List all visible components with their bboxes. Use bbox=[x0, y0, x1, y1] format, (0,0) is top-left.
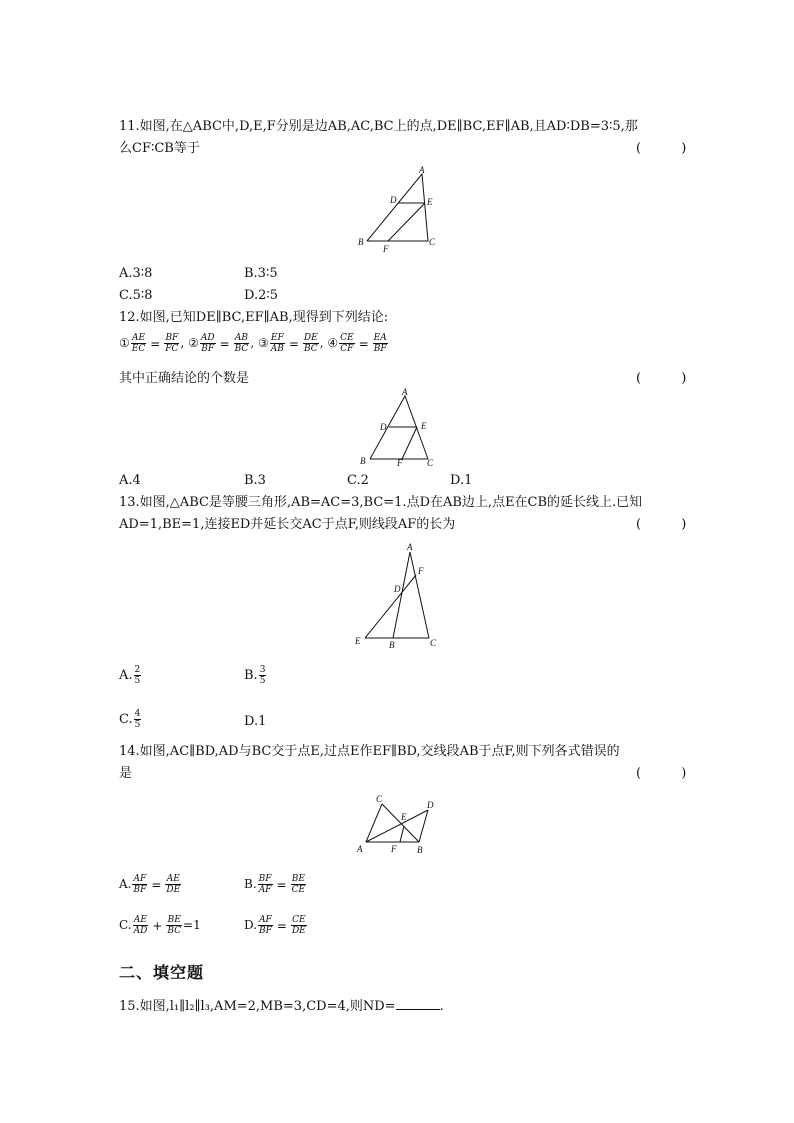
q12-c1-right-num: BF bbox=[165, 333, 179, 343]
q12-stem-line1: 12.如图,已知DE∥BC,EF∥AB,现得到下列结论: bbox=[119, 310, 389, 325]
q12-c1-right bbox=[164, 333, 179, 354]
q12-figure bbox=[358, 386, 448, 472]
q11-stem-line1: 11.如图,在△ABC中,D,E,F分别是边AB,AC,BC上的点,DE∥BC,EF∥AB,且AD∶DB=3∶5,那 bbox=[119, 119, 638, 134]
q12-label-e: E bbox=[421, 421, 427, 431]
q12-c1-left-num: AE bbox=[131, 333, 146, 343]
q13-label-f: F bbox=[418, 566, 424, 576]
q13-option-a-den: 5 bbox=[134, 676, 141, 686]
q12-c4-left bbox=[339, 333, 354, 354]
q12-c2 bbox=[188, 333, 258, 354]
q14-option-c-right-num: BE bbox=[167, 915, 181, 925]
q14-option-d-op: = bbox=[276, 918, 287, 933]
q13-stem-line1: 13.如图,△ABC是等腰三角形,AB=AC=3,BC=1.点D在AB边上,点E在CB的延长线上.已知 bbox=[119, 495, 643, 510]
q14-option-d-right bbox=[291, 915, 307, 936]
q14-label-e: E bbox=[401, 812, 407, 822]
q13-option-d[interactable]: D.1 bbox=[244, 714, 267, 729]
q13-option-b[interactable] bbox=[244, 665, 267, 686]
q12-c1-right-den: FC bbox=[165, 344, 179, 354]
section-heading-fill-in: 二、填空题 bbox=[119, 963, 205, 982]
q12-label-c: C bbox=[427, 458, 434, 468]
q14-option-c-prefix: C. bbox=[119, 918, 132, 932]
q13-segment-ac bbox=[410, 552, 429, 638]
q14-option-a-right-num: AE bbox=[166, 874, 180, 884]
q11-label-e: E bbox=[427, 197, 433, 207]
q12-sep2: , bbox=[250, 336, 255, 350]
q11-option-d[interactable]: D.2∶5 bbox=[244, 288, 279, 303]
q14-segment-bc bbox=[382, 804, 419, 842]
q14-option-a[interactable] bbox=[119, 874, 182, 895]
q12-c2-left-den: BF bbox=[201, 344, 215, 354]
q12-c3-left bbox=[270, 333, 285, 354]
q14-label-f: F bbox=[391, 844, 397, 854]
q14-option-c[interactable] bbox=[119, 915, 201, 936]
q12-c4-right-den: BF bbox=[373, 344, 387, 354]
q14-option-a-right bbox=[165, 874, 181, 895]
q12-c4-eq: = bbox=[358, 336, 369, 351]
q13-answer-paren: ( ) bbox=[636, 517, 705, 532]
q12-c3-mark: ③ bbox=[257, 336, 269, 350]
q12-c1-left-den: EC bbox=[131, 344, 146, 354]
q11-label-b: B bbox=[358, 237, 364, 247]
q12-c3-right bbox=[303, 333, 319, 354]
q12-sep3: , bbox=[319, 336, 324, 350]
q12-label-a: A bbox=[402, 387, 408, 397]
q13-option-a[interactable] bbox=[119, 665, 142, 686]
q11-label-f: F bbox=[383, 244, 389, 254]
q12-c1-mark: ① bbox=[119, 336, 130, 350]
q14-label-c: C bbox=[376, 794, 383, 804]
q12-stem-line3: 其中正确结论的个数是 bbox=[119, 371, 250, 386]
q14-option-d-right-den: DE bbox=[291, 926, 306, 936]
q12-option-a[interactable]: A.4 bbox=[119, 473, 141, 488]
q13-option-b-frac bbox=[259, 665, 267, 686]
q13-label-c: C bbox=[430, 638, 437, 648]
q14-option-b-left-den: AF bbox=[258, 885, 272, 895]
q14-option-c-left-den: AD bbox=[133, 926, 148, 936]
q12-c1-eq: = bbox=[150, 336, 161, 351]
q15-stem bbox=[119, 997, 444, 1015]
q14-option-b[interactable] bbox=[244, 874, 307, 895]
q12-c2-mark: ② bbox=[188, 336, 199, 350]
q12-c4-right-num: EA bbox=[373, 333, 387, 343]
q11-label-d: D bbox=[390, 195, 397, 205]
q13-option-a-prefix: A. bbox=[119, 668, 133, 683]
q14-option-b-right-num: BE bbox=[291, 874, 305, 884]
q11-option-c[interactable]: C.5∶8 bbox=[119, 288, 153, 303]
q11-option-b[interactable]: B.3∶5 bbox=[244, 266, 278, 281]
q12-c4-left-den: CF bbox=[340, 344, 354, 354]
q14-option-c-suffix: =1 bbox=[183, 918, 201, 932]
q12-label-d: D bbox=[380, 422, 387, 432]
q12-c4-left-num: CE bbox=[340, 333, 354, 343]
q11-option-a[interactable]: A.3∶8 bbox=[119, 266, 153, 281]
q13-segment-ef bbox=[365, 575, 416, 638]
q14-option-b-prefix: B. bbox=[244, 877, 257, 891]
q14-answer-paren: ( ) bbox=[636, 766, 705, 781]
q14-option-a-left bbox=[132, 874, 147, 895]
q12-c1-left bbox=[131, 333, 146, 354]
q13-stem-line2: AD=1,BE=1,连接ED并延长交AC于点F,则线段AF的长为 bbox=[119, 517, 456, 532]
q12-c3 bbox=[257, 333, 327, 354]
q13-option-c-den: 5 bbox=[134, 720, 141, 730]
q12-segment-ef bbox=[402, 427, 417, 459]
q14-option-d-left-den: BF bbox=[259, 926, 272, 936]
q12-c1 bbox=[119, 333, 188, 354]
q12-c3-right-den: BC bbox=[303, 344, 318, 354]
q13-figure bbox=[350, 540, 445, 652]
q14-option-c-op: + bbox=[152, 918, 163, 933]
q14-segment-ad bbox=[366, 810, 428, 842]
q12-label-b: B bbox=[360, 456, 366, 466]
q13-option-c-frac bbox=[134, 709, 142, 730]
q14-label-d: D bbox=[427, 800, 434, 810]
q14-option-c-left bbox=[133, 915, 149, 936]
q11-figure bbox=[350, 165, 450, 255]
q14-option-b-right bbox=[291, 874, 306, 895]
q12-c2-right-num: AB bbox=[234, 333, 249, 343]
q14-option-c-right bbox=[166, 915, 182, 936]
q14-option-a-op: = bbox=[151, 877, 162, 892]
q14-label-b: B bbox=[417, 845, 423, 855]
q13-option-c-prefix: C. bbox=[119, 712, 133, 727]
q12-c2-right-den: BC bbox=[234, 344, 249, 354]
q14-segment-bd bbox=[419, 810, 428, 842]
q12-c2-left-num: AD bbox=[200, 333, 215, 343]
q12-c3-eq: = bbox=[288, 336, 299, 351]
q14-stem-line1: 14.如图,AC∥BD,AD与BC交于点E,过点E作EF∥BD,交线段AB于点F,则下列各式错误的 bbox=[119, 744, 620, 759]
q11-label-a: A bbox=[419, 165, 425, 175]
q13-segment-ab bbox=[393, 552, 410, 638]
q13-option-a-frac bbox=[134, 665, 142, 686]
q12-c2-eq: = bbox=[219, 336, 230, 351]
q12-c3-left-num: EF bbox=[270, 333, 284, 343]
q14-option-a-left-den: BF bbox=[133, 885, 147, 895]
q11-label-c: C bbox=[429, 237, 436, 247]
q12-option-d[interactable]: D.1 bbox=[450, 473, 473, 488]
q14-option-d[interactable] bbox=[244, 915, 308, 936]
q14-option-b-left bbox=[258, 874, 273, 895]
q12-c2-left bbox=[200, 333, 216, 354]
q14-option-c-right-den: BC bbox=[167, 926, 182, 936]
q12-answer-paren: ( ) bbox=[636, 371, 705, 386]
q12-c4-right bbox=[373, 333, 388, 354]
q14-option-b-left-num: BF bbox=[258, 874, 272, 884]
q13-option-c[interactable] bbox=[119, 709, 142, 730]
q12-sep1: , bbox=[180, 336, 185, 350]
q14-option-a-prefix: A. bbox=[119, 877, 132, 891]
q13-option-b-den: 5 bbox=[259, 676, 266, 686]
q13-option-b-num: 3 bbox=[259, 665, 266, 675]
q14-option-b-op: = bbox=[276, 877, 287, 892]
q12-c3-right-num: DE bbox=[303, 333, 318, 343]
q13-option-b-prefix: B. bbox=[244, 668, 258, 683]
q12-c3-left-den: AB bbox=[270, 344, 284, 354]
q14-segment-ac bbox=[366, 804, 382, 842]
q13-option-c-num: 4 bbox=[134, 709, 141, 719]
q12-option-c[interactable]: C.2 bbox=[347, 473, 369, 488]
q14-option-d-left bbox=[258, 915, 273, 936]
q13-label-e: E bbox=[355, 636, 361, 646]
q14-option-d-prefix: D. bbox=[244, 918, 258, 932]
q12-c2-right bbox=[234, 333, 250, 354]
q11-stem-line2: 么CF∶CB等于 bbox=[119, 141, 200, 156]
q13-label-a: A bbox=[407, 542, 413, 552]
q14-option-d-left-num: AF bbox=[259, 915, 272, 925]
q15-answer-blank[interactable] bbox=[396, 997, 440, 1010]
q14-option-c-left-num: AE bbox=[133, 915, 147, 925]
q12-option-b[interactable]: B.3 bbox=[244, 473, 266, 488]
q14-segment-ef bbox=[400, 826, 404, 842]
q14-option-a-left-num: AF bbox=[133, 874, 147, 884]
q15-text: 15.如图,l₁∥l₂∥l₃,AM=2,MB=3,CD=4,则ND= bbox=[119, 999, 396, 1014]
q11-answer-paren: ( ) bbox=[636, 141, 705, 156]
q13-label-d: D bbox=[394, 584, 401, 594]
q14-stem-line2: 是 bbox=[119, 766, 133, 781]
q13-label-b: B bbox=[389, 640, 395, 650]
q14-option-b-right-den: CE bbox=[291, 885, 306, 895]
q14-option-d-right-num: CE bbox=[292, 915, 306, 925]
q12-c4-mark: ④ bbox=[327, 336, 339, 350]
q13-option-a-num: 2 bbox=[134, 665, 141, 675]
q12-label-f: F bbox=[397, 458, 403, 468]
q12-conclusions bbox=[119, 331, 389, 356]
q14-option-a-right-den: DE bbox=[166, 885, 181, 895]
q15-end: . bbox=[439, 999, 444, 1014]
q14-figure bbox=[355, 792, 445, 858]
q12-c4 bbox=[327, 333, 388, 354]
q14-label-a: A bbox=[357, 844, 363, 854]
